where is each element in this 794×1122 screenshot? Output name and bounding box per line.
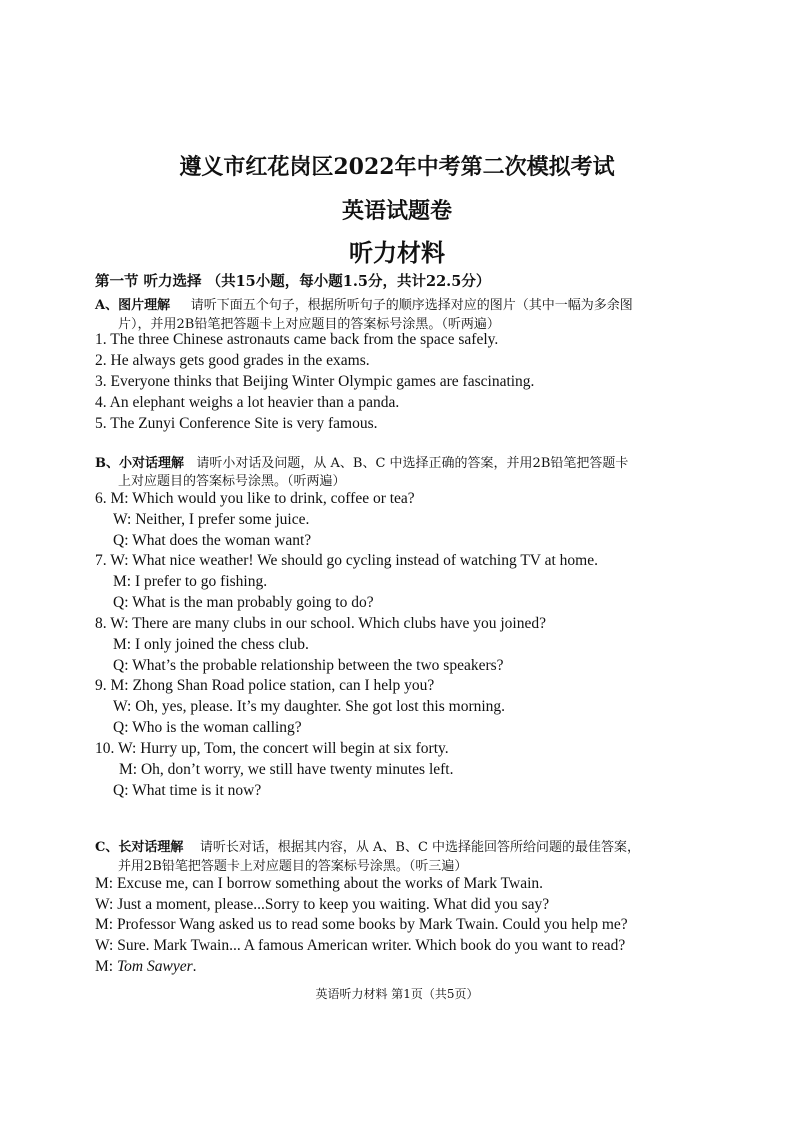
part-a-instruction-1 [95,294,633,313]
dialogue-line: 6. M: Which would you like to drink, coffee or tea? [95,490,415,507]
part-c-instruction-1 [95,836,640,855]
dialogue-line: M: Professor Wang asked us to read some books by Mark Twain. Could you help me? [95,916,628,933]
part-a-item-5: 5. The Zunyi Conference Site is very famous. [95,415,378,432]
dialogue-line: W: Neither, I prefer some juice. [113,511,310,528]
book-title: Tom Sawyer [116,958,193,975]
dialogue-line: M: Oh, don’t worry, we still have twenty minutes left. [119,761,454,778]
dialogue-line: Q: What does the woman want? [113,532,312,549]
dialogue-line: M: I prefer to go fishing. [113,573,268,590]
part-b-instruction-2: 上对应题目的答案标号涂黑。（听两遍） [118,474,346,489]
dialogue-line: Q: Who is the woman calling? [113,719,302,736]
part-c-label: C、长对话理解 [95,840,184,855]
section-1-title: 第一节 听力选择 （共15小题，每小题1.5分，共计22.5分） [95,273,491,290]
dialogue-line: Q: What is the man probably going to do? [113,594,374,611]
part-a-item-3: 3. Everyone thinks that Beijing Winter Olympic games are fascinating. [95,373,535,390]
dialogue-line [95,958,197,976]
part-b-label: B、小对话理解 [95,456,184,471]
dialogue-line: W: Oh, yes, please. It’s my daughter. She got lost this morning. [113,698,506,715]
dialogue-line: 10. W: Hurry up, Tom, the concert will begin at six forty. [95,740,449,757]
part-a-text-1: 请听下面五个句子，根据所听句子的顺序选择对应的图片（其中一幅为多余图 [190,298,633,313]
dialogue-line: Q: What’s the probable relationship between the two speakers? [113,657,504,674]
dialogue-line: W: Just a moment, please...Sorry to keep you waiting. What did you say? [95,896,550,913]
exam-title: 遵义市红花岗区2022年中考第二次模拟考试 [179,154,615,180]
dialogue-line: W: Sure. Mark Twain... A famous American writer. Which book do you want to read? [95,937,626,954]
part-c-text-1: 请听长对话，根据其内容，从 A、B、C 中选择能回答所给问题的最佳答案， [199,840,641,855]
part-a-label: A、图片理解 [95,298,171,313]
part-b-instruction-1 [95,452,628,471]
dialogue-line: M: I only joined the chess club. [113,636,309,653]
sentence-end: . [192,958,197,975]
speaker-label: M: [95,958,117,975]
part-a-item-1: 1. The three Chinese astronauts came back from the space safely. [95,331,499,348]
dialogue-line: 8. W: There are many clubs in our school. Which clubs have you joined? [95,615,546,632]
part-a-item-2: 2. He always gets good grades in the exams. [95,352,370,369]
dialogue-line: 9. M: Zhong Shan Road police station, can I help you? [95,677,435,694]
dialogue-line: 7. W: What nice weather! We should go cycling instead of watching TV at home. [95,552,598,569]
page-footer: 英语听力材料 第1页（共5页） [315,987,479,1001]
part-b-text-1: 请听小对话及问题，从 A、B、C 中选择正确的答案，并用2B铅笔把答题卡 [196,456,629,471]
exam-subtitle: 英语试题卷 [341,198,452,224]
part-a-item-4: 4. An elephant weighs a lot heavier than a panda. [95,394,400,411]
dialogue-line: M: Excuse me, can I borrow something about the works of Mark Twain. [95,875,544,892]
part-c-instruction-2: 并用2B铅笔把答题卡上对应题目的答案标号涂黑。（听三遍） [118,859,468,874]
dialogue-line: Q: What time is it now? [113,782,262,799]
part-a-instruction-2: 片），并用2B铅笔把答题卡上对应题目的答案标号涂黑。（听两遍） [118,317,500,332]
section-heading: 听力材料 [349,238,445,267]
